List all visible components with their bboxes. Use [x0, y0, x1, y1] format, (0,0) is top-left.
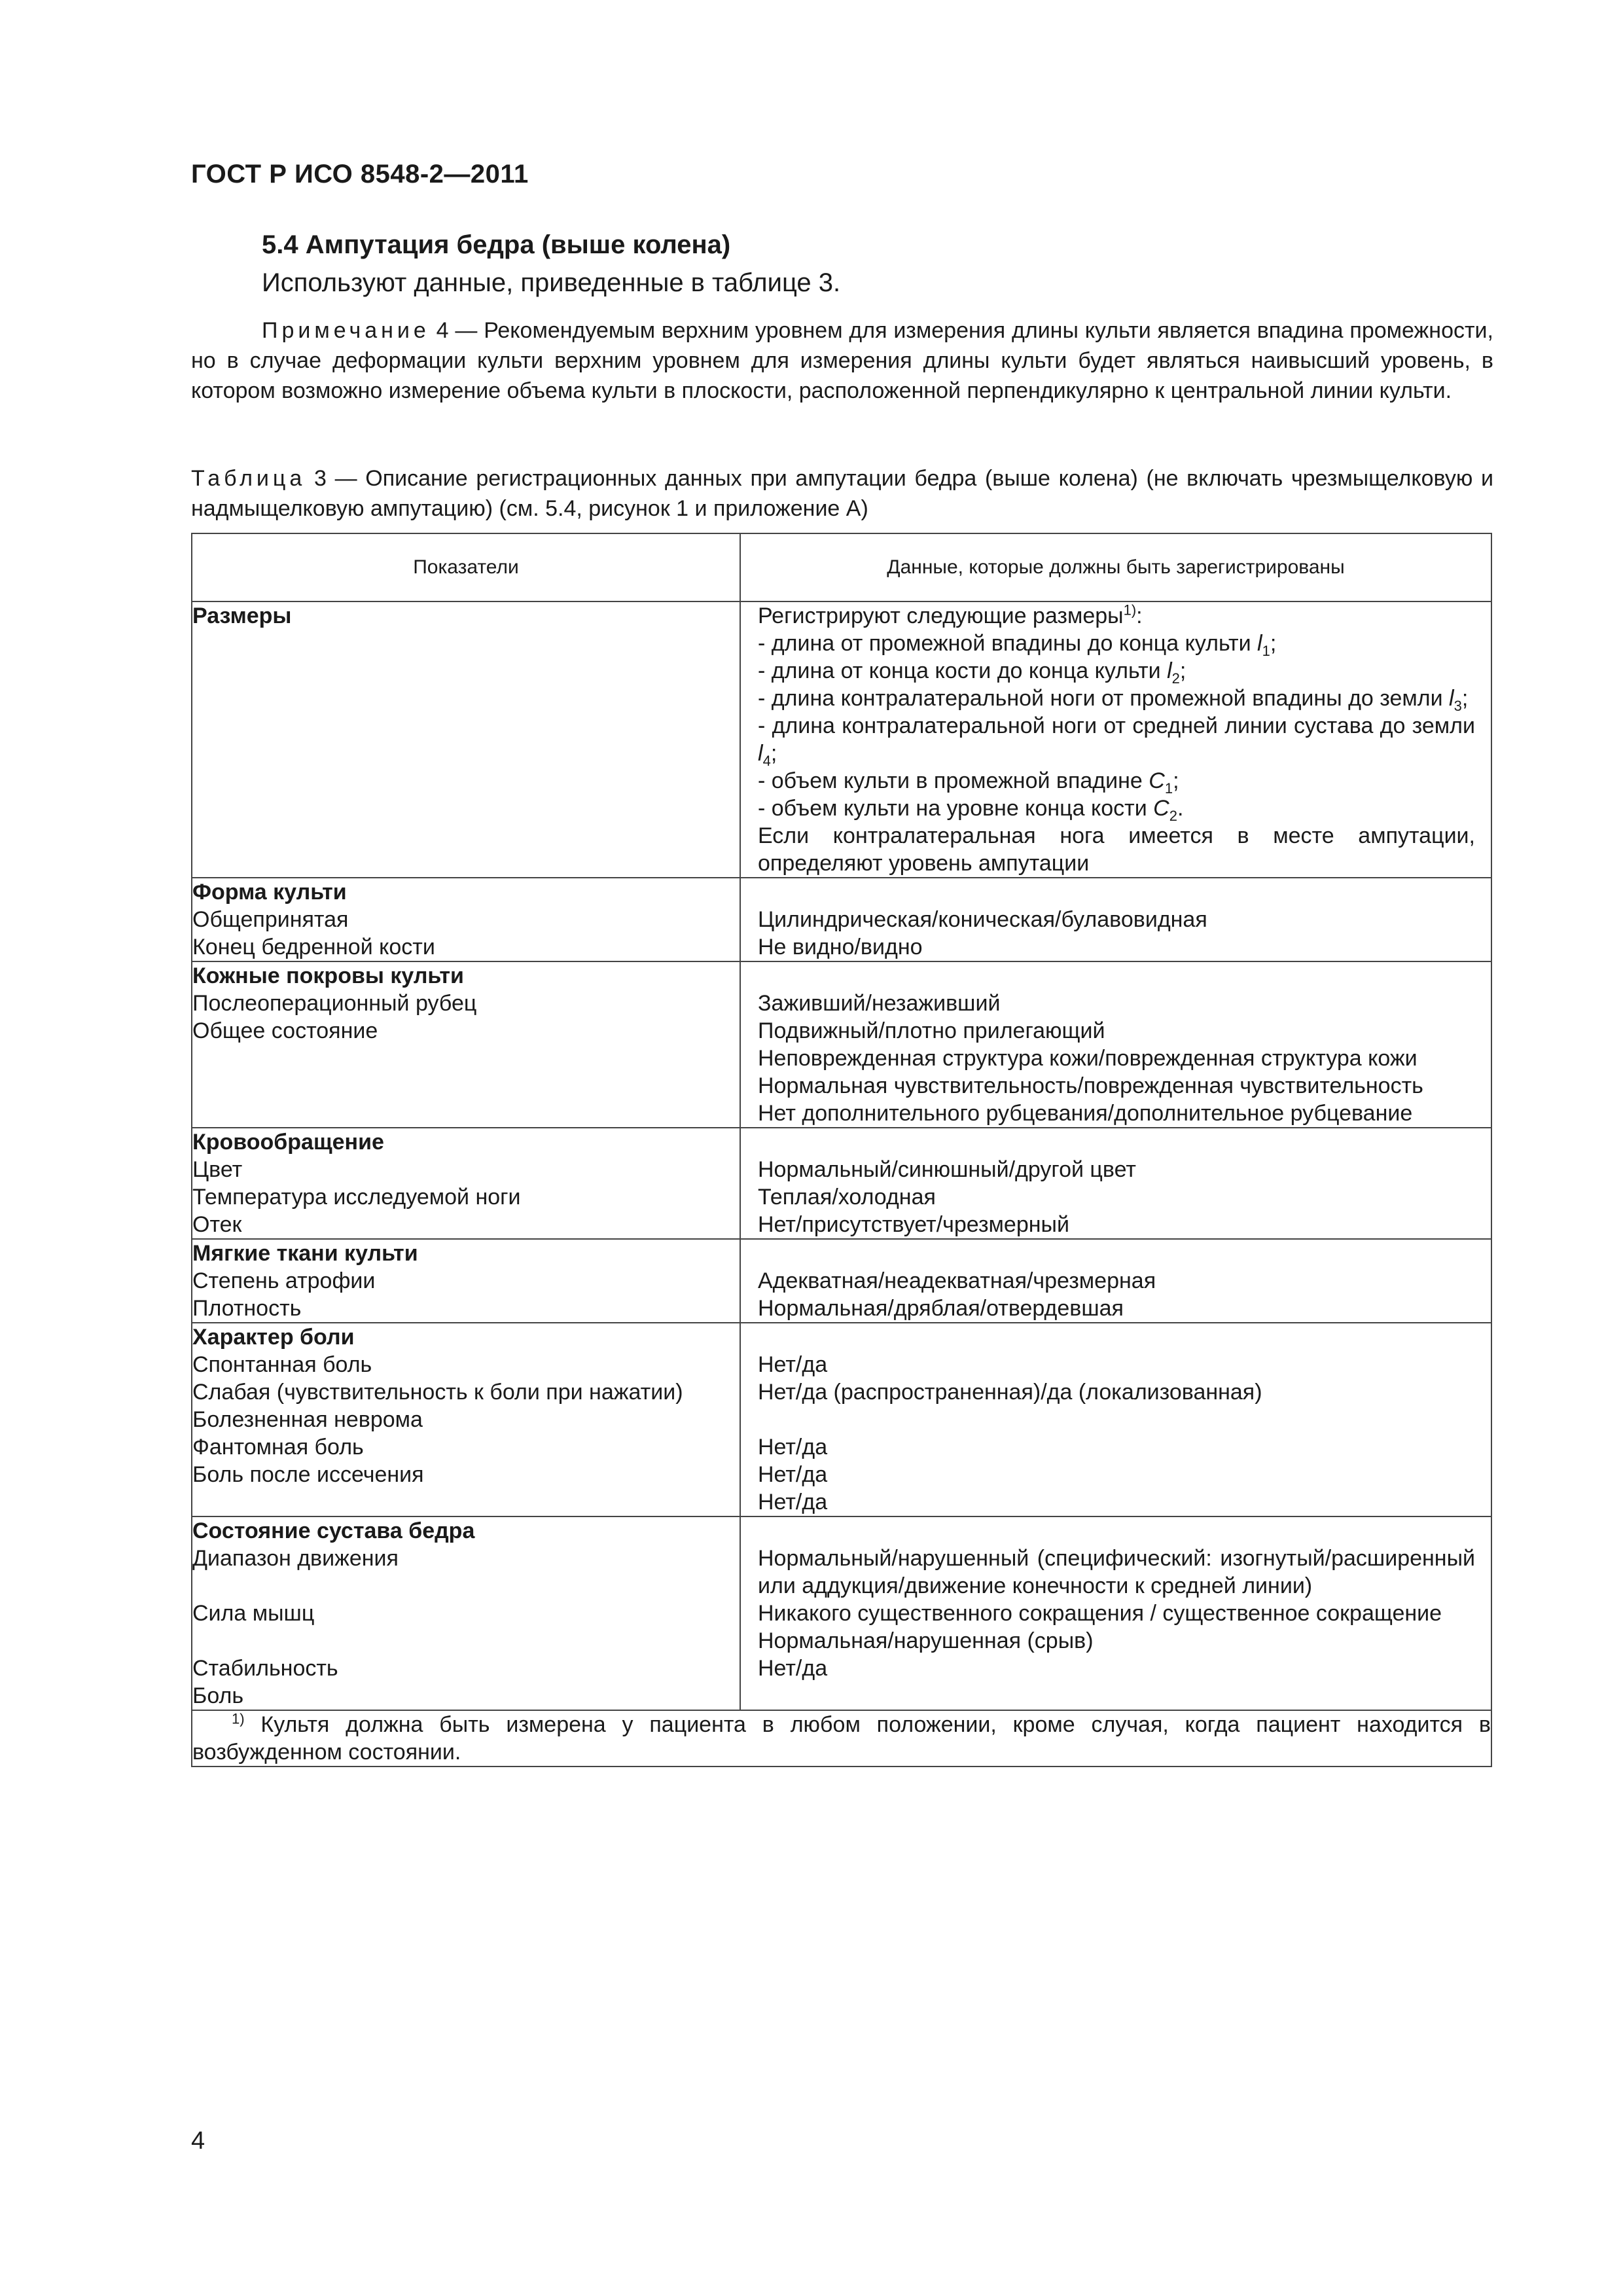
dimensions-lead-colon: : [1136, 603, 1143, 628]
row-hip-joint-values [740, 1516, 1491, 1710]
dimension-end: ; [1270, 631, 1277, 656]
dimension-sub: 2 [1169, 807, 1177, 824]
dimensions-lead-text: Регистрируют следующие размеры [758, 603, 1124, 628]
indicator-value: Нормальный/нарушенный (специфический: изогнутый/расширенный или аддукция/движение конечности к средней линии) [758, 1546, 1475, 1598]
row-circulation-values [740, 1128, 1491, 1239]
row-soft-tissue-label [192, 1239, 740, 1323]
indicator-value: Нет/да [758, 1435, 828, 1460]
dimension-end: ; [1461, 686, 1469, 711]
indicator-value: Нет/да [758, 1352, 828, 1377]
indicator-label: Плотность [192, 1296, 302, 1321]
dimension-item [758, 767, 1475, 795]
indicator-value: Нормальная чувствительность/поврежденная чувствительность [758, 1073, 1423, 1098]
dimension-end: ; [1173, 768, 1179, 793]
table-row [192, 601, 1491, 878]
indicator-value: Не видно/видно [758, 935, 923, 960]
dimension-sub: 1 [1164, 780, 1173, 797]
header-indicators: Показатели [192, 533, 740, 601]
dimension-text: - объем культи в промежной впадине [758, 768, 1149, 793]
header-data-to-record: Данные, которые должны быть зарегистрированы [740, 533, 1491, 601]
registration-data-table [191, 533, 1492, 1767]
indicator-label: Степень атрофии [192, 1268, 376, 1293]
indicator-value: Заживший/незаживший [758, 991, 1001, 1016]
indicator-label: Болезненная неврома [192, 1407, 423, 1432]
group-title: Форма культи [192, 880, 347, 905]
indicator-value: Нет/да (распространенная)/да (локализованная) [758, 1380, 1262, 1405]
indicator-value: Нормальный/синюшный/другой цвет [758, 1157, 1136, 1182]
dimension-item [758, 630, 1475, 657]
dimension-item [758, 657, 1475, 685]
dimensions-lead [758, 602, 1475, 630]
indicator-label: Боль [192, 1683, 244, 1708]
dimension-var: l [758, 741, 763, 766]
table-row [192, 1128, 1491, 1239]
dimension-end: . [1177, 796, 1184, 821]
row-circulation-label [192, 1128, 740, 1239]
row-dimensions-label [192, 601, 740, 878]
table-caption-label: Таблица [191, 466, 306, 491]
dimension-var: l [1257, 631, 1262, 656]
indicator-label: Диапазон движения [192, 1546, 399, 1571]
dimension-item [758, 685, 1475, 712]
dimension-var: C [1149, 768, 1165, 793]
indicator-value: Нет/да [758, 1656, 828, 1681]
indicator-value: Цилиндрическая/коническая/булавовидная [758, 907, 1207, 932]
indicator-label: Слабая (чувствительность к боли при нажатии) [192, 1380, 683, 1405]
table-row [192, 878, 1491, 961]
indicator-label: Послеоперационный рубец [192, 991, 477, 1016]
indicator-value: Адекватная/неадекватная/чрезмерная [758, 1268, 1156, 1293]
indicator-value: Нормальная/нарушенная (срыв) [758, 1628, 1094, 1653]
group-title: Характер боли [192, 1325, 355, 1350]
table-header-row [192, 533, 1491, 601]
indicator-value: Нет/присутствует/чрезмерный [758, 1212, 1069, 1237]
dimension-sub: 3 [1454, 697, 1462, 714]
dimension-text: - длина контралатеральной ноги от промежной впадины до земли [758, 686, 1450, 711]
indicator-value: Неповрежденная структура кожи/поврежденная структура кожи [758, 1046, 1418, 1071]
group-title: Состояние сустава бедра [192, 1518, 475, 1543]
dimension-text: - длина контралатеральной ноги от средней линии сустава до земли [758, 713, 1475, 738]
note-label: Примечание [262, 318, 430, 343]
standard-code-header: ГОСТ Р ИСО 8548-2—2011 [191, 160, 529, 188]
indicator-label: Сила мышц [192, 1601, 315, 1626]
footnote-mark: 1) [232, 1710, 245, 1727]
group-title: Кровообращение [192, 1130, 384, 1155]
dimension-var: l [1449, 686, 1454, 711]
indicator-label: Стабильность [192, 1656, 338, 1681]
footnote-ref: 1) [1123, 601, 1137, 619]
group-title: Размеры [192, 603, 292, 628]
indicator-value: Нет/да [758, 1490, 828, 1515]
indicator-label: Общепринятая [192, 907, 349, 932]
dimensions-closing: Если контралатеральная нога имеется в месте ампутации, определяют уровень ампутации [758, 823, 1475, 876]
section-intro: Используют данные, приведенные в таблице 3. [262, 268, 841, 297]
dimension-end: ; [770, 741, 777, 766]
dimension-sub: 2 [1171, 670, 1180, 687]
table-row [192, 1239, 1491, 1323]
dimension-item [758, 795, 1475, 822]
row-dimensions-values [740, 601, 1491, 878]
section-heading: 5.4 Ампутация бедра (выше колена) [262, 230, 731, 259]
dimension-var: l [1167, 658, 1172, 683]
indicator-value: Подвижный/плотно прилегающий [758, 1018, 1105, 1043]
note-paragraph [191, 315, 1493, 406]
row-stump-shape-label [192, 878, 740, 961]
indicator-label: Температура исследуемой ноги [192, 1185, 521, 1210]
table-caption-text: 3 — Описание регистрационных данных при ампутации бедра (выше колена) (не включать чрезмыщелковую и надмыщелковую ампутацию) (см. 5.4, рисунок 1 и приложение А) [191, 466, 1493, 521]
table-footnote-row [192, 1710, 1491, 1767]
footnote-text: Культя должна быть измерена у пациента в любом положении, кроме случая, когда пациент находится в возбужденном состоянии. [192, 1712, 1491, 1765]
row-soft-tissue-values [740, 1239, 1491, 1323]
indicator-value: Нет дополнительного рубцевания/дополнительное рубцевание [758, 1101, 1413, 1126]
indicator-label: Боль после иссечения [192, 1462, 424, 1487]
dimension-var: C [1153, 796, 1169, 821]
table-row [192, 961, 1491, 1128]
row-hip-joint-label [192, 1516, 740, 1710]
indicator-label: Цвет [192, 1157, 243, 1182]
table-footnote [192, 1710, 1491, 1767]
indicator-value: Никакого существенного сокращения / существенное сокращение [758, 1601, 1442, 1626]
indicator-value: Теплая/холодная [758, 1185, 936, 1210]
group-title: Кожные покровы культи [192, 963, 464, 988]
dimension-text: - длина от конца кости до конца культи [758, 658, 1168, 683]
dimension-end: ; [1179, 658, 1186, 683]
table-row [192, 1516, 1491, 1710]
row-skin-values [740, 961, 1491, 1128]
note-text: 4 — Рекомендуемым верхним уровнем для измерения длины культи является впадина промежности, но в случае деформации культи верхним уровнем для измерения длины культи будет являться наивысший уровень, в котором возможно измерение объема культи в плоскости, расположенной перпендикулярно к центральной линии культи. [191, 318, 1493, 403]
row-pain-label [192, 1323, 740, 1516]
indicator-value: Нормальная/дряблая/отвердевшая [758, 1296, 1124, 1321]
table-row [192, 1323, 1491, 1516]
dimension-text: - объем культи на уровне конца кости [758, 796, 1154, 821]
indicator-label: Спонтанная боль [192, 1352, 372, 1377]
indicator-label: Отек [192, 1212, 242, 1237]
row-skin-label [192, 961, 740, 1128]
table-caption [191, 463, 1493, 524]
dimension-text: - длина от промежной впадины до конца культи [758, 631, 1258, 656]
row-stump-shape-values [740, 878, 1491, 961]
indicator-label: Общее состояние [192, 1018, 378, 1043]
indicator-label: Конец бедренной кости [192, 935, 435, 960]
dimension-item [758, 712, 1475, 767]
row-pain-values [740, 1323, 1491, 1516]
group-title: Мягкие ткани культи [192, 1241, 418, 1266]
dimension-sub: 1 [1262, 642, 1270, 659]
page-number: 4 [191, 2127, 205, 2155]
indicator-value: Нет/да [758, 1462, 828, 1487]
dimension-sub: 4 [762, 752, 771, 769]
indicator-label: Фантомная боль [192, 1435, 364, 1460]
